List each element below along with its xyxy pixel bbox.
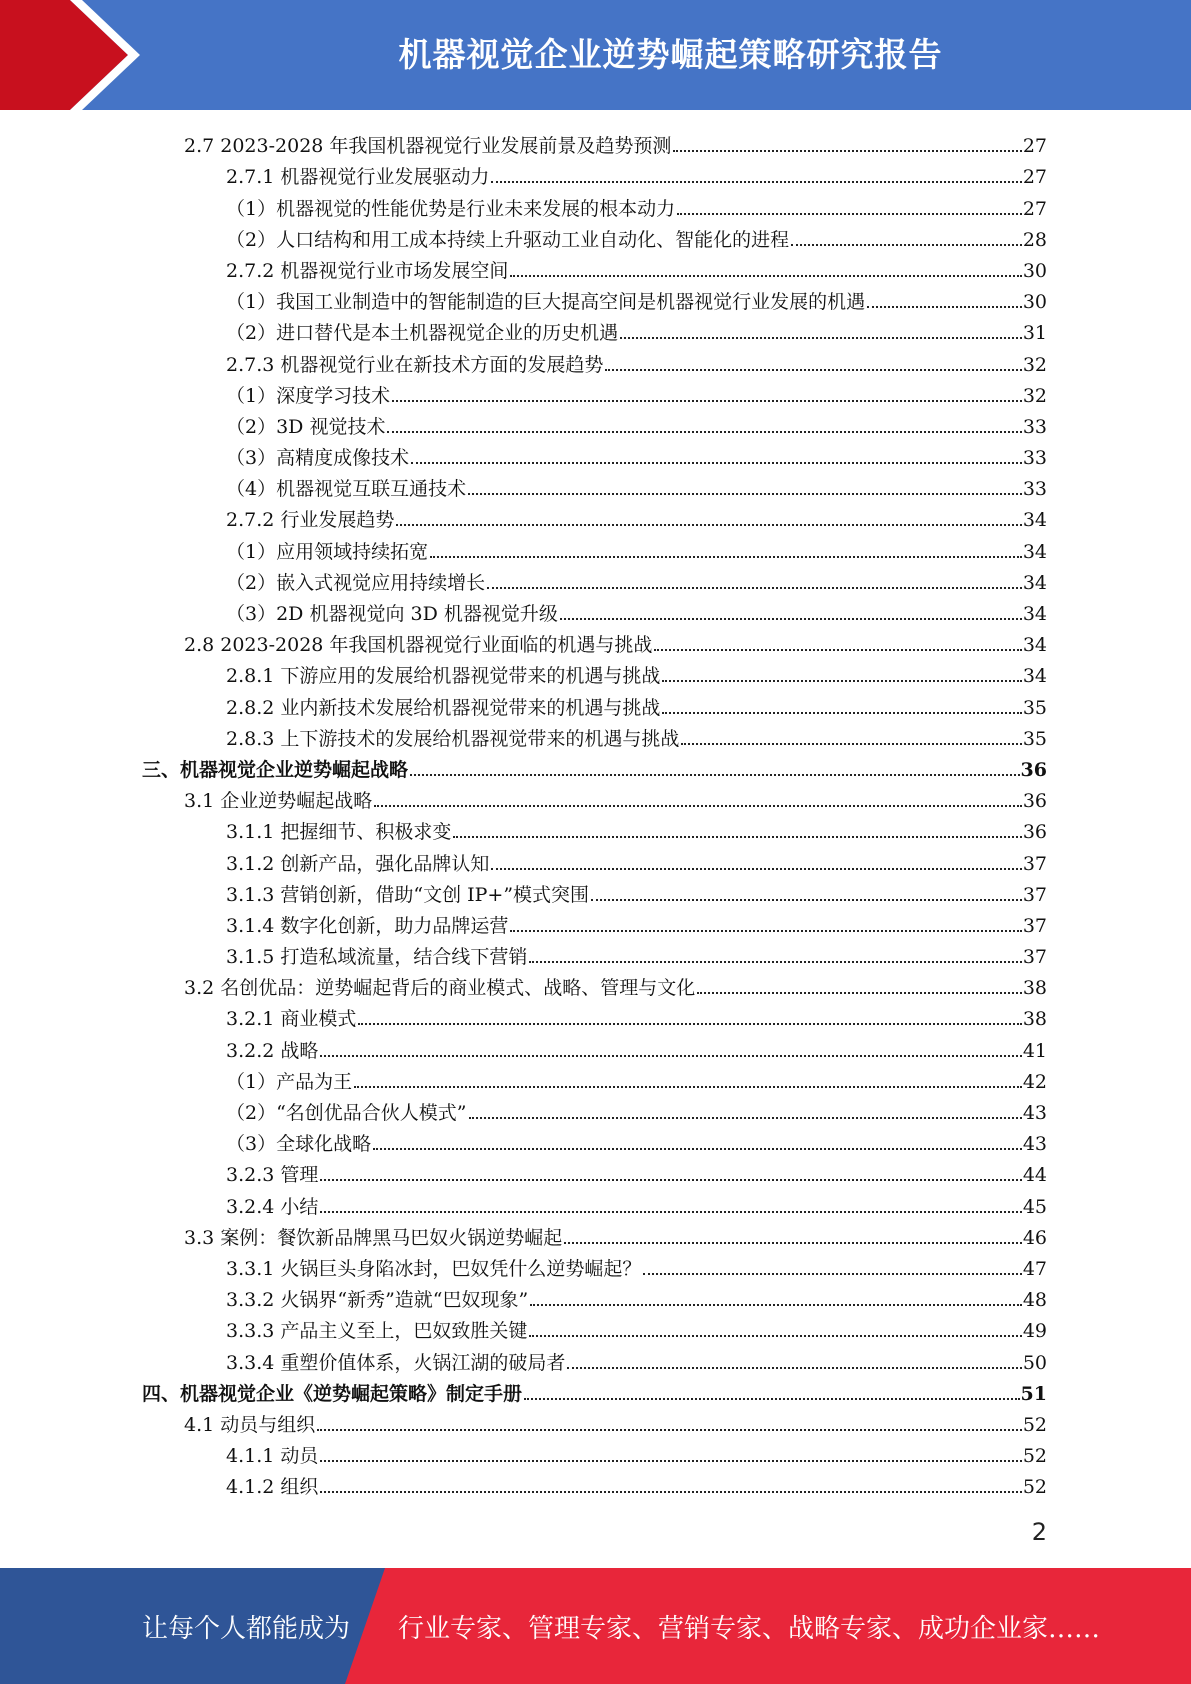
toc-entry-page: 48 (1022, 1289, 1047, 1312)
toc-leader-dots (487, 587, 1022, 589)
toc-entry-page: 27 (1022, 135, 1047, 158)
toc-entry[interactable] (142, 532, 1047, 563)
toc-entry-page: 52 (1022, 1476, 1047, 1499)
toc-entry-page: 43 (1022, 1102, 1047, 1124)
toc-leader-dots (358, 1023, 1021, 1025)
toc-entry-title: 3.2.4 小结 (226, 1195, 319, 1218)
toc-entry[interactable] (142, 938, 1047, 969)
toc-entry-page: 43 (1022, 1133, 1047, 1156)
page-footer (0, 1568, 1191, 1684)
toc-entry-title: （3）2D 机器视觉向 3D 机器视觉升级 (226, 603, 558, 625)
toc-leader-dots (530, 1304, 1022, 1306)
toc-leader-dots (392, 400, 1022, 402)
toc-entry[interactable] (142, 221, 1047, 252)
toc-entry-page: 31 (1022, 322, 1047, 345)
toc-entry[interactable] (142, 657, 1047, 688)
toc-entry-page: 37 (1022, 914, 1047, 937)
toc-entry-page: 50 (1022, 1351, 1047, 1374)
toc-entry-title: 3.1 企业逆势崛起战略 (184, 790, 373, 813)
toc-entry-title: 4.1.1 动员 (226, 1445, 319, 1468)
toc-leader-dots (320, 1055, 1021, 1057)
toc-entry-title: （2）“名创优品合伙人模式” (226, 1102, 467, 1124)
toc-entry-page: 35 (1022, 696, 1047, 719)
toc-entry-page: 45 (1022, 1195, 1047, 1218)
toc-entry-title: （4）机器视觉互联互通技术 (226, 478, 467, 501)
toc-leader-dots (317, 1429, 1022, 1431)
toc-entry-page: 34 (1022, 634, 1047, 657)
toc-leader-dots (430, 556, 1022, 558)
toc-entry[interactable] (142, 408, 1047, 439)
toc-leader-dots (697, 992, 1022, 994)
toc-leader-dots (681, 743, 1021, 745)
toc-entry-title: （1）我国工业制造中的智能制造的巨大提高空间是机器视觉行业发展的机遇 (226, 291, 866, 314)
toc-leader-dots (510, 275, 1021, 277)
toc-leader-dots (320, 1460, 1021, 1462)
table-of-contents (142, 127, 1047, 1499)
toc-entry[interactable] (142, 782, 1047, 813)
toc-entry-title: 四、机器视觉企业《逆势崛起策略》制定手册 (142, 1382, 523, 1405)
toc-entry[interactable] (142, 1375, 1047, 1406)
toc-entry-page: 52 (1022, 1413, 1047, 1436)
toc-entry[interactable] (142, 439, 1047, 470)
toc-leader-dots (591, 899, 1022, 901)
toc-entry[interactable] (142, 377, 1047, 408)
toc-entry[interactable] (142, 876, 1047, 907)
toc-entry[interactable] (142, 1156, 1047, 1187)
toc-leader-dots (453, 836, 1021, 838)
toc-entry[interactable] (142, 283, 1047, 314)
toc-entry[interactable] (142, 1000, 1047, 1031)
toc-entry-page: 36 (1020, 758, 1047, 781)
header-title: 机器视觉企业逆势崛起策略研究报告 (398, 34, 943, 74)
toc-entry-title: （2）嵌入式视觉应用持续增长 (226, 571, 486, 594)
toc-entry-title: 2.8 2023-2028 年我国机器视觉行业面临的机遇与挑战 (184, 634, 653, 657)
page-header (0, 0, 1191, 110)
toc-entry[interactable] (142, 813, 1047, 844)
toc-leader-dots (673, 150, 1021, 152)
toc-entry-title: 3.3.2 火锅界“新秀”造就“巴奴现象” (226, 1289, 529, 1312)
toc-entry[interactable] (142, 1187, 1047, 1218)
toc-entry-title: 3.3.1 火锅巨头身陷冰封，巴奴凭什么逆势崛起？ (226, 1257, 642, 1280)
toc-entry-page: 30 (1022, 259, 1047, 282)
toc-entry-title: 3.1.5 打造私域流量，结合线下营销 (226, 946, 528, 969)
toc-entry[interactable] (142, 626, 1047, 657)
toc-entry[interactable] (142, 688, 1047, 719)
toc-entry-title: （1）应用领域持续拓宽 (226, 540, 429, 563)
toc-leader-dots (662, 712, 1021, 714)
toc-leader-dots (620, 337, 1022, 339)
toc-entry-title: （3）全球化战略 (226, 1133, 372, 1156)
toc-leader-dots (791, 244, 1022, 246)
toc-entry[interactable] (142, 1031, 1047, 1062)
toc-leader-dots (396, 524, 1021, 526)
toc-entry-page: 36 (1022, 821, 1047, 844)
toc-entry-title: （2）人口结构和用工成本持续上升驱动工业自动化、智能化的进程 (226, 228, 790, 251)
toc-entry[interactable] (142, 1343, 1047, 1374)
toc-entry-page: 30 (1022, 291, 1047, 314)
toc-entry-page: 36 (1022, 790, 1047, 813)
toc-entry[interactable] (142, 1063, 1047, 1094)
toc-entry-title: 3.3.3 产品主义至上，巴奴致胜关键 (226, 1320, 528, 1343)
toc-entry-page: 42 (1022, 1070, 1047, 1093)
toc-entry-page: 33 (1022, 447, 1047, 470)
toc-entry[interactable] (142, 127, 1047, 158)
toc-leader-dots (468, 493, 1022, 495)
toc-leader-dots (564, 1242, 1022, 1244)
toc-entry-page: 33 (1022, 415, 1047, 438)
toc-entry-title: （2）进口替代是本土机器视觉企业的历史机遇 (226, 322, 619, 345)
toc-entry-title: 3.1.4 数字化创新，助力品牌运营 (226, 914, 509, 937)
toc-leader-dots (354, 1086, 1022, 1088)
toc-entry[interactable] (142, 844, 1047, 875)
toc-entry-title: 4.1.2 组织 (226, 1476, 319, 1499)
toc-entry-title: 2.7.3 机器视觉行业在新技术方面的发展趋势 (226, 353, 604, 376)
toc-entry-page: 34 (1022, 603, 1047, 625)
toc-leader-dots (374, 805, 1022, 807)
toc-entry-page: 35 (1022, 727, 1047, 750)
toc-leader-dots (524, 1398, 1020, 1400)
toc-entry[interactable] (142, 969, 1047, 1000)
toc-entry-title: （3）高精度成像技术 (226, 447, 410, 470)
toc-entry-page: 38 (1022, 977, 1047, 1000)
toc-entry-title: 3.3 案例：餐饮新品牌黑马巴奴火锅逆势崛起 (184, 1226, 563, 1249)
toc-entry-title: 3.3.4 重塑价值体系，火锅江湖的破局者 (226, 1351, 566, 1374)
toc-entry[interactable] (142, 1250, 1047, 1281)
toc-entry-page: 51 (1020, 1382, 1047, 1405)
toc-entry-page: 34 (1022, 509, 1047, 532)
toc-entry-title: 2.7.2 机器视觉行业市场发展空间 (226, 259, 509, 282)
toc-entry-title: 3.2.2 战略 (226, 1039, 319, 1062)
toc-leader-dots (411, 462, 1022, 464)
toc-entry[interactable] (142, 189, 1047, 220)
toc-leader-dots (677, 213, 1022, 215)
toc-entry-title: 2.7.2 行业发展趋势 (226, 509, 395, 532)
toc-entry-page: 44 (1022, 1164, 1047, 1187)
toc-entry[interactable] (142, 1094, 1047, 1125)
toc-entry[interactable] (142, 1468, 1047, 1499)
toc-entry-title: 4.1 动员与组织 (184, 1413, 316, 1436)
toc-entry-page: 32 (1022, 353, 1047, 376)
toc-entry-page: 27 (1022, 197, 1047, 220)
toc-leader-dots (643, 1273, 1021, 1275)
page-number: 2 (1031, 1518, 1047, 1546)
toc-leader-dots (373, 1148, 1022, 1150)
toc-leader-dots (662, 680, 1021, 682)
toc-entry-page: 34 (1022, 571, 1047, 594)
toc-entry-page: 49 (1022, 1320, 1047, 1343)
toc-leader-dots (387, 431, 1021, 433)
toc-leader-dots (529, 961, 1021, 963)
toc-entry-title: 3.1.3 营销创新，借助“文创 IP+”模式突围 (226, 883, 590, 906)
toc-entry-title: 3.1.2 创新产品，强化品牌认知 (226, 852, 490, 875)
toc-entry-page: 46 (1022, 1226, 1047, 1249)
toc-entry-title: （2）3D 视觉技术 (226, 415, 386, 438)
toc-entry[interactable] (142, 1406, 1047, 1437)
toc-entry[interactable] (142, 1219, 1047, 1250)
toc-leader-dots (410, 774, 1020, 776)
toc-entry-title: 3.2 名创优品：逆势崛起背后的商业模式、战略、管理与文化 (184, 977, 696, 1000)
toc-entry[interactable] (142, 1281, 1047, 1312)
toc-entry-title: 2.8.3 上下游技术的发展给机器视觉带来的机遇与挑战 (226, 727, 680, 750)
toc-leader-dots (469, 1117, 1022, 1119)
toc-entry-page: 52 (1022, 1445, 1047, 1468)
toc-entry-title: 2.7.1 机器视觉行业发展驱动力 (226, 166, 490, 189)
toc-entry-title: （1）深度学习技术 (226, 384, 391, 407)
toc-entry-page: 37 (1022, 883, 1047, 906)
toc-entry[interactable] (142, 595, 1047, 626)
toc-leader-dots (529, 1335, 1021, 1337)
toc-leader-dots (654, 649, 1021, 651)
toc-entry[interactable] (142, 314, 1047, 345)
toc-entry-title: 2.7 2023-2028 年我国机器视觉行业发展前景及趋势预测 (184, 135, 672, 158)
toc-entry[interactable] (142, 751, 1047, 782)
toc-entry-title: （1）产品为王 (226, 1070, 353, 1093)
toc-entry[interactable] (142, 345, 1047, 376)
toc-entry-page: 33 (1022, 478, 1047, 501)
toc-entry[interactable] (142, 158, 1047, 189)
toc-entry-title: 2.8.1 下游应用的发展给机器视觉带来的机遇与挑战 (226, 665, 661, 688)
toc-entry-page: 37 (1022, 852, 1047, 875)
toc-entry-page: 37 (1022, 946, 1047, 969)
toc-entry-page: 34 (1022, 665, 1047, 688)
toc-entry-title: （1）机器视觉的性能优势是行业未来发展的根本动力 (226, 197, 676, 220)
toc-entry[interactable] (142, 1437, 1047, 1468)
toc-entry-page: 41 (1022, 1039, 1047, 1062)
header-arrow-decoration (0, 0, 150, 110)
toc-leader-dots (560, 618, 1022, 620)
toc-entry[interactable] (142, 501, 1047, 532)
toc-entry[interactable] (142, 252, 1047, 283)
toc-leader-dots (320, 1179, 1021, 1181)
toc-entry-page: 34 (1022, 540, 1047, 563)
toc-leader-dots (567, 1367, 1021, 1369)
toc-leader-dots (320, 1491, 1021, 1493)
toc-leader-dots (605, 369, 1021, 371)
toc-entry-page: 28 (1022, 228, 1047, 251)
toc-leader-dots (491, 181, 1021, 183)
toc-entry-page: 47 (1022, 1257, 1047, 1280)
toc-leader-dots (867, 306, 1022, 308)
toc-entry-title: 三、机器视觉企业逆势崛起战略 (142, 758, 409, 781)
footer-slogan-right: 行业专家、管理专家、营销专家、战略专家、成功企业家…… (398, 1613, 1101, 1644)
toc-entry[interactable] (142, 1125, 1047, 1156)
toc-entry-title: 3.1.1 把握细节、积极求变 (226, 821, 452, 844)
toc-entry-page: 27 (1022, 166, 1047, 189)
toc-leader-dots (320, 1211, 1021, 1213)
toc-entry[interactable] (142, 720, 1047, 751)
toc-entry[interactable] (142, 470, 1047, 501)
toc-entry-page: 32 (1022, 384, 1047, 407)
toc-leader-dots (491, 868, 1021, 870)
toc-entry[interactable] (142, 1312, 1047, 1343)
toc-entry[interactable] (142, 564, 1047, 595)
toc-leader-dots (510, 930, 1021, 932)
toc-entry-page: 38 (1022, 1008, 1047, 1031)
toc-entry-title: 3.2.1 商业模式 (226, 1008, 357, 1031)
toc-entry[interactable] (142, 907, 1047, 938)
footer-slogan-left: 让每个人都能成为 (142, 1613, 351, 1644)
toc-entry-title: 3.2.3 管理 (226, 1164, 319, 1187)
toc-entry-title: 2.8.2 业内新技术发展给机器视觉带来的机遇与挑战 (226, 696, 661, 719)
